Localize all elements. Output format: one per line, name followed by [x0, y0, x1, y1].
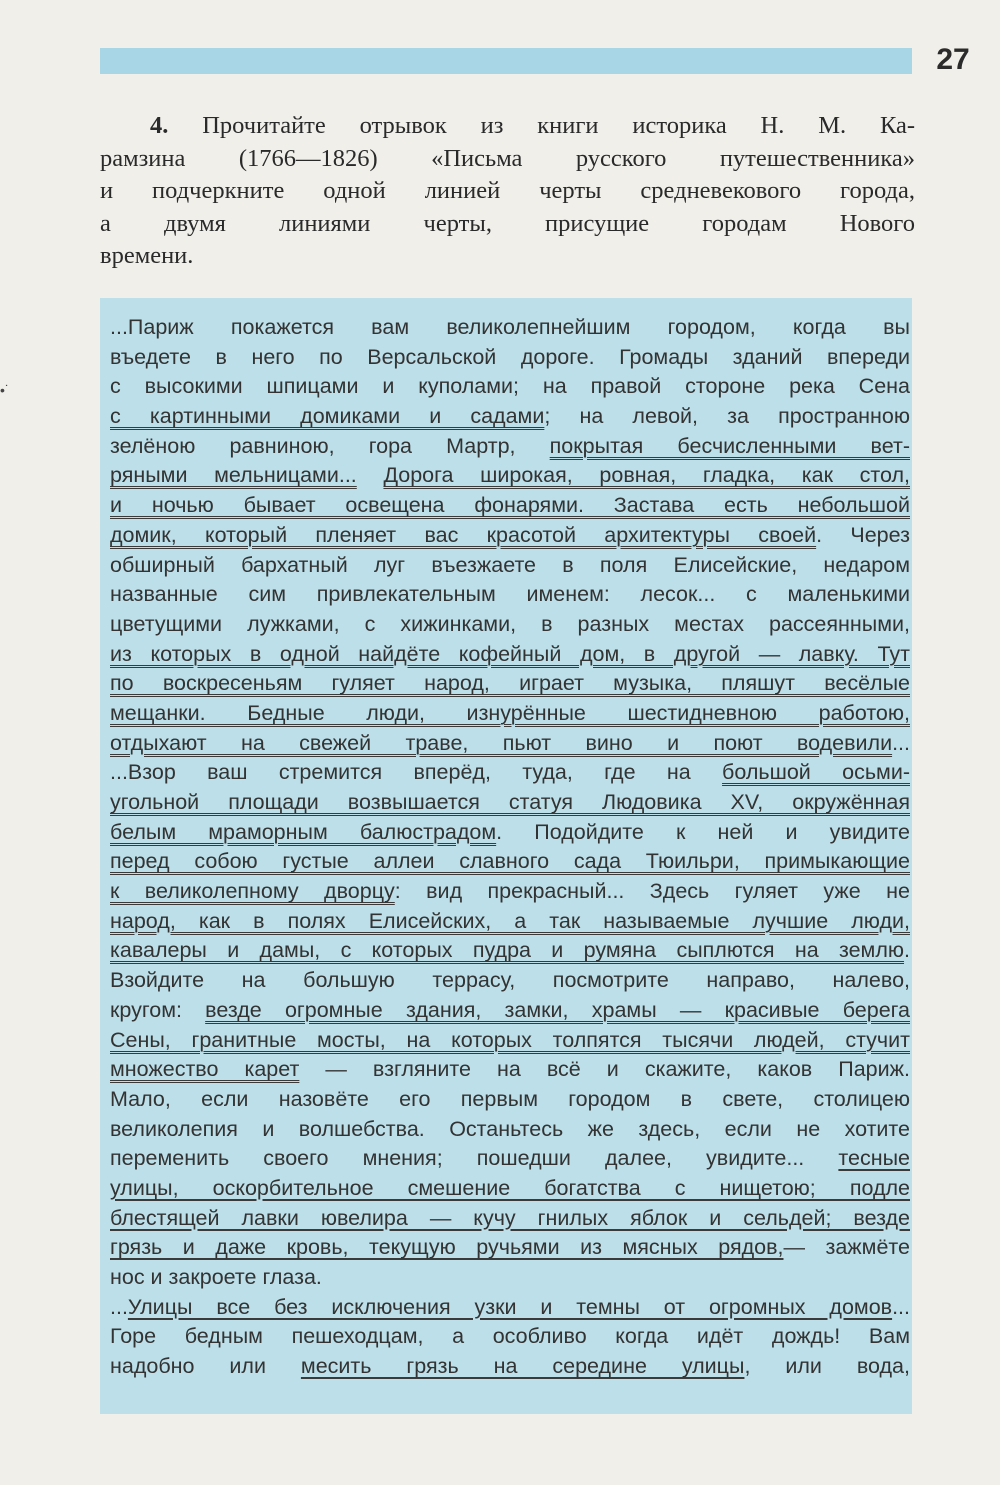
plain-text: цветущими лужками, с хижинками, в разных местах рассеянными, — [110, 611, 910, 636]
double-underline-text: везде огромные здания, замки, храмы — красивые берега — [205, 997, 910, 1022]
plain-text: названные сим привлекательным именем: лесок... с маленькими — [110, 582, 910, 607]
passage-line — [110, 580, 910, 610]
passage-line — [110, 729, 910, 759]
plain-text — [357, 463, 384, 487]
double-underline-text: перед собою густые аллеи славного сада Тюильри, примыкающие — [110, 849, 910, 874]
passage-line — [110, 402, 910, 432]
plain-text: ; на левой, за пространною — [544, 404, 910, 429]
passage-line — [110, 936, 910, 966]
passage-line — [110, 640, 910, 670]
task-line: а двумя линиями черты, присущие городам Нового — [100, 209, 915, 237]
plain-text: ... — [892, 1294, 910, 1319]
passage-line — [110, 343, 910, 373]
task-line: времени. — [100, 242, 194, 269]
passage-line — [110, 313, 910, 343]
passage-line — [110, 372, 910, 402]
passage-line — [110, 432, 910, 462]
passage-line — [110, 877, 910, 907]
plain-text: зелёною равниною, гора Мартр, — [110, 433, 550, 458]
double-underline-text: к великолепному дворцу — [110, 879, 395, 904]
passage-text — [110, 313, 910, 1382]
task-line — [100, 110, 915, 143]
passage-line — [110, 1293, 910, 1323]
double-underline-text: по воскресеньям гуляет народ, играет музыка, пляшут весёлые — [110, 671, 910, 696]
passage-line — [110, 1144, 910, 1174]
plain-text: . Подойдите к ней и увидите — [496, 819, 910, 844]
plain-text: ... — [892, 730, 910, 755]
double-underline-text: Дорога широкая, ровная, гладка, как стол, — [383, 463, 910, 488]
passage-line — [110, 1263, 910, 1293]
plain-text: Мало, если назовёте его первым городом в свете, столицею — [110, 1086, 910, 1111]
passage-line — [110, 847, 910, 877]
plain-text: — зажмёте — [783, 1235, 910, 1260]
passage-line — [110, 966, 910, 996]
passage-line — [110, 907, 910, 937]
single-underline-text: грязь и даже кровь, текущую ручьями из мясных рядов, — [110, 1235, 784, 1260]
passage-line — [110, 1233, 910, 1263]
double-underline-text: и ночью бывает освещена фонарями. Застава есть небольшой — [110, 493, 910, 518]
double-underline-text: домик, который пленяет вас красотой архитектуры своей — [110, 522, 817, 547]
single-underline-text: месить грязь на середине улицы — [300, 1354, 745, 1379]
double-underline-text: мещанки. Бедные люди, изнурённые шестидневною работою, — [110, 700, 910, 725]
plain-text: Взойдите на большую террасу, посмотрите направо, налево, — [110, 968, 910, 993]
plain-text: кругом: — [110, 997, 206, 1022]
plain-text: Горе бедным пешеходцам, а особливо когда идёт дождь! Вам — [110, 1324, 910, 1349]
passage-line — [110, 461, 910, 491]
passage-line — [110, 1115, 910, 1145]
plain-text: въедете в него по Версальской дороге. Громады зданий впереди — [110, 344, 910, 369]
plain-text: . Через — [816, 522, 910, 547]
double-underline-text: угольной площади возвышается статуя Людовика XV, окружённая — [110, 790, 910, 814]
plain-text: обширный бархатный луг въезжаете в поля Елисейские, недаром — [110, 552, 910, 577]
passage-line — [110, 491, 910, 521]
passage-line — [110, 1352, 910, 1382]
task-number: 4. — [150, 112, 169, 139]
single-underline-text: блестящей лавки ювелира — кучу гнилых яблок и сельдей; везде — [110, 1205, 910, 1230]
passage-line — [110, 521, 910, 551]
task-line-text: Прочитайте отрывок из книги историка Н. М. Ка- — [202, 112, 915, 139]
margin-mark: •˙ — [0, 382, 10, 398]
passage-line — [110, 758, 910, 788]
passage-line — [110, 699, 910, 729]
double-underline-text: из которых в одной найдёте кофейный дом, в другой — лавку. Тут — [110, 641, 910, 666]
double-underline-text: с картинными домиками и садами — [110, 404, 545, 429]
passage-line — [110, 996, 910, 1026]
passage-line — [110, 1322, 910, 1352]
header-band — [100, 48, 912, 74]
double-underline-text: народ, как в полях Елисейских, а так называемые лучшие люди, — [110, 908, 910, 933]
plain-text: ...Взор ваш стремится вперёд, туда, где на — [110, 760, 723, 785]
passage-line — [110, 1174, 910, 1204]
passage-line — [110, 1204, 910, 1234]
plain-text: нос и закроете глаза. — [110, 1265, 322, 1289]
plain-text: , или вода, — [744, 1354, 910, 1379]
single-underline-text: улицы, оскорбительное смешение богатства с нищетою; подле — [110, 1175, 910, 1200]
double-underline-text: кавалеры и дамы, с которых пудра и румяна сыплются на землю — [110, 938, 905, 963]
passage-line — [110, 610, 910, 640]
plain-text: с высокими шпицами и куполами; на правой стороне река Сена — [110, 374, 910, 399]
single-underline-text: тесные — [838, 1146, 910, 1171]
double-underline-text: Сены, гранитные мосты, на которых толпятся тысячи людей, стучит — [110, 1027, 910, 1052]
task-text — [100, 110, 915, 273]
plain-text: надобно или — [110, 1354, 301, 1379]
passage-line — [110, 551, 910, 581]
passage-line — [110, 1055, 910, 1085]
plain-text: . — [904, 938, 910, 963]
passage-line — [110, 1085, 910, 1115]
plain-text: ...Париж покажется вам великолепнейшим городом, когда вы — [110, 315, 910, 339]
passage-line — [110, 788, 910, 818]
plain-text: великолепия и волшебства. Останьтесь же здесь, если не хотите — [110, 1116, 910, 1141]
double-underline-text: белым мраморным балюстрадом — [110, 819, 497, 844]
double-underline-text: большой осьми- — [722, 760, 910, 785]
task-line: и подчеркните одной линией черты средневекового города, — [100, 177, 915, 204]
task-line: рамзина (1766—1826) «Письма русского путешественника» — [100, 144, 915, 172]
double-underline-text: ряными мельницами... — [110, 463, 357, 488]
plain-text: переменить своего мнения; пошедши далее, увидите... — [110, 1146, 839, 1171]
double-underline-text: отдыхают на свежей траве, пьют вино и поют водевили — [110, 730, 893, 755]
double-underline-text: множество карет — [110, 1057, 300, 1082]
passage-line — [110, 1026, 910, 1056]
double-underline-text: покрытая бесчисленными вет- — [549, 433, 910, 458]
passage-line — [110, 818, 910, 848]
plain-text: — взгляните на всё и скажите, каков Париж. — [299, 1057, 910, 1082]
single-underline-text: Улицы все без исключения узки и темны от огромных домов — [127, 1294, 893, 1319]
passage-line — [110, 669, 910, 699]
page-number: 27 — [936, 43, 970, 76]
plain-text: ... — [110, 1294, 128, 1319]
plain-text: : вид прекрасный... Здесь гуляет уже не — [394, 879, 910, 904]
